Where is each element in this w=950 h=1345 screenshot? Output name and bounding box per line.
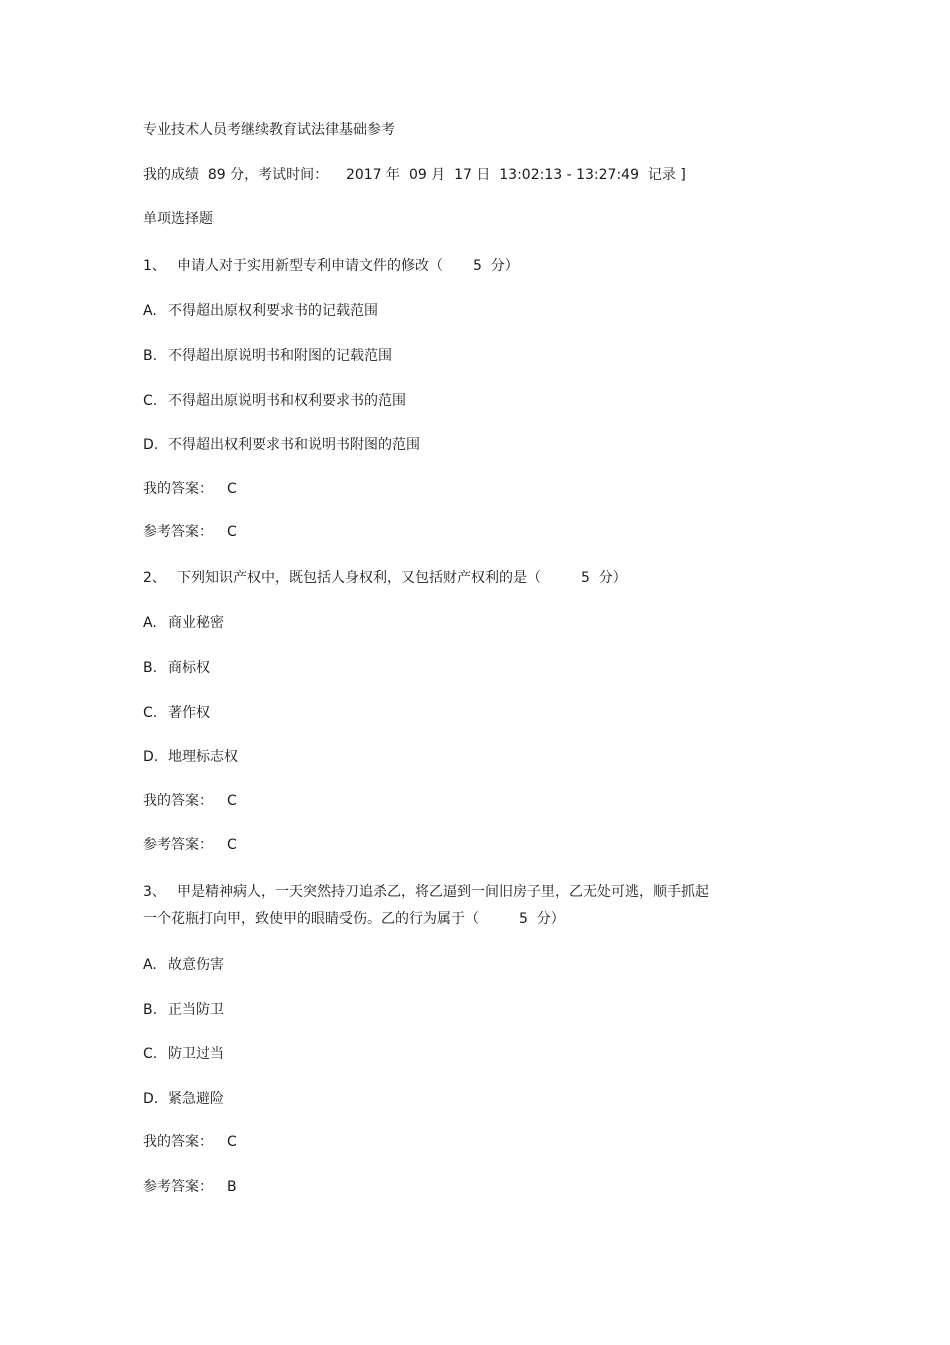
my-answer-value: C	[227, 1134, 237, 1150]
score-line: 我的成绩 89 分，考试时间： 2017 年 09 月 17 日 13:02:13 - 13:27:49 记录 ]	[143, 167, 686, 183]
option-letter: C.	[143, 393, 158, 409]
option-letter: D.	[143, 749, 159, 765]
question-1	[143, 257, 519, 275]
option-letter: A.	[143, 303, 157, 319]
option-c	[143, 392, 406, 410]
question-number: 3、	[143, 884, 166, 900]
option-d	[143, 436, 420, 454]
option-letter: A.	[143, 957, 157, 973]
option-c	[143, 1045, 224, 1063]
option-text: 不得超出原说明书和附图的记载范围	[168, 348, 392, 364]
document-title: 专业技术人员考继续教育试法律基础参考	[143, 122, 395, 138]
option-d	[143, 1090, 224, 1108]
ref-answer-label: 参考答案：	[143, 1179, 213, 1195]
my-answer	[143, 480, 237, 498]
option-text: 防卫过当	[168, 1046, 224, 1062]
option-letter: B.	[143, 1002, 158, 1018]
option-c	[143, 704, 210, 722]
question-3	[143, 883, 709, 901]
question-points: 5 分）	[473, 258, 519, 274]
option-text: 不得超出原说明书和权利要求书的范围	[168, 393, 406, 409]
ref-answer-value: B	[227, 1179, 237, 1195]
option-text: 商业秘密	[168, 615, 224, 631]
option-text: 不得超出原权利要求书的记载范围	[168, 303, 378, 319]
option-text: 故意伤害	[168, 957, 224, 973]
option-text: 著作权	[168, 705, 210, 721]
question-points: 5 分）	[519, 911, 565, 927]
option-text: 紧急避险	[168, 1091, 224, 1107]
my-answer-value: C	[227, 793, 237, 809]
ref-answer-value: C	[227, 524, 237, 540]
option-b	[143, 347, 392, 365]
reference-answer	[143, 836, 237, 854]
option-letter: B.	[143, 348, 158, 364]
option-letter: C.	[143, 705, 158, 721]
option-a	[143, 302, 378, 320]
option-text: 地理标志权	[168, 749, 238, 765]
question-text: 甲是精神病人，一天突然持刀追杀乙，将乙逼到一间旧房子里，乙无处可逃，顺手抓起	[177, 884, 709, 900]
ref-answer-label: 参考答案：	[143, 524, 213, 540]
question-2	[143, 569, 627, 587]
section-heading: 单项选择题	[143, 211, 213, 227]
option-letter: A.	[143, 615, 157, 631]
my-answer-label: 我的答案：	[143, 1134, 213, 1150]
my-answer-value: C	[227, 481, 237, 497]
option-text: 商标权	[168, 660, 210, 676]
option-text: 正当防卫	[168, 1002, 224, 1018]
question-text: 一个花瓶打向甲，致使甲的眼睛受伤。乙的行为属于（	[143, 911, 479, 927]
option-text: 不得超出权利要求书和说明书附图的范围	[168, 437, 420, 453]
reference-answer	[143, 523, 237, 541]
question-points: 5 分）	[581, 570, 627, 586]
question-text: 申请人对于实用新型专利申请文件的修改（	[177, 258, 443, 274]
option-letter: D.	[143, 437, 159, 453]
my-answer	[143, 1133, 237, 1151]
my-answer-label: 我的答案：	[143, 793, 213, 809]
option-letter: D.	[143, 1091, 159, 1107]
option-a	[143, 956, 224, 974]
ref-answer-label: 参考答案：	[143, 837, 213, 853]
question-3-continued	[143, 910, 565, 928]
option-d	[143, 748, 238, 766]
my-answer-label: 我的答案：	[143, 481, 213, 497]
ref-answer-value: C	[227, 837, 237, 853]
option-b	[143, 659, 210, 677]
option-a	[143, 614, 224, 632]
option-letter: C.	[143, 1046, 158, 1062]
question-text: 下列知识产权中，既包括人身权利，又包括财产权利的是（	[177, 570, 541, 586]
reference-answer	[143, 1178, 237, 1196]
question-number: 1、	[143, 258, 166, 274]
question-number: 2、	[143, 570, 166, 586]
option-b	[143, 1001, 224, 1019]
my-answer	[143, 792, 237, 810]
option-letter: B.	[143, 660, 158, 676]
